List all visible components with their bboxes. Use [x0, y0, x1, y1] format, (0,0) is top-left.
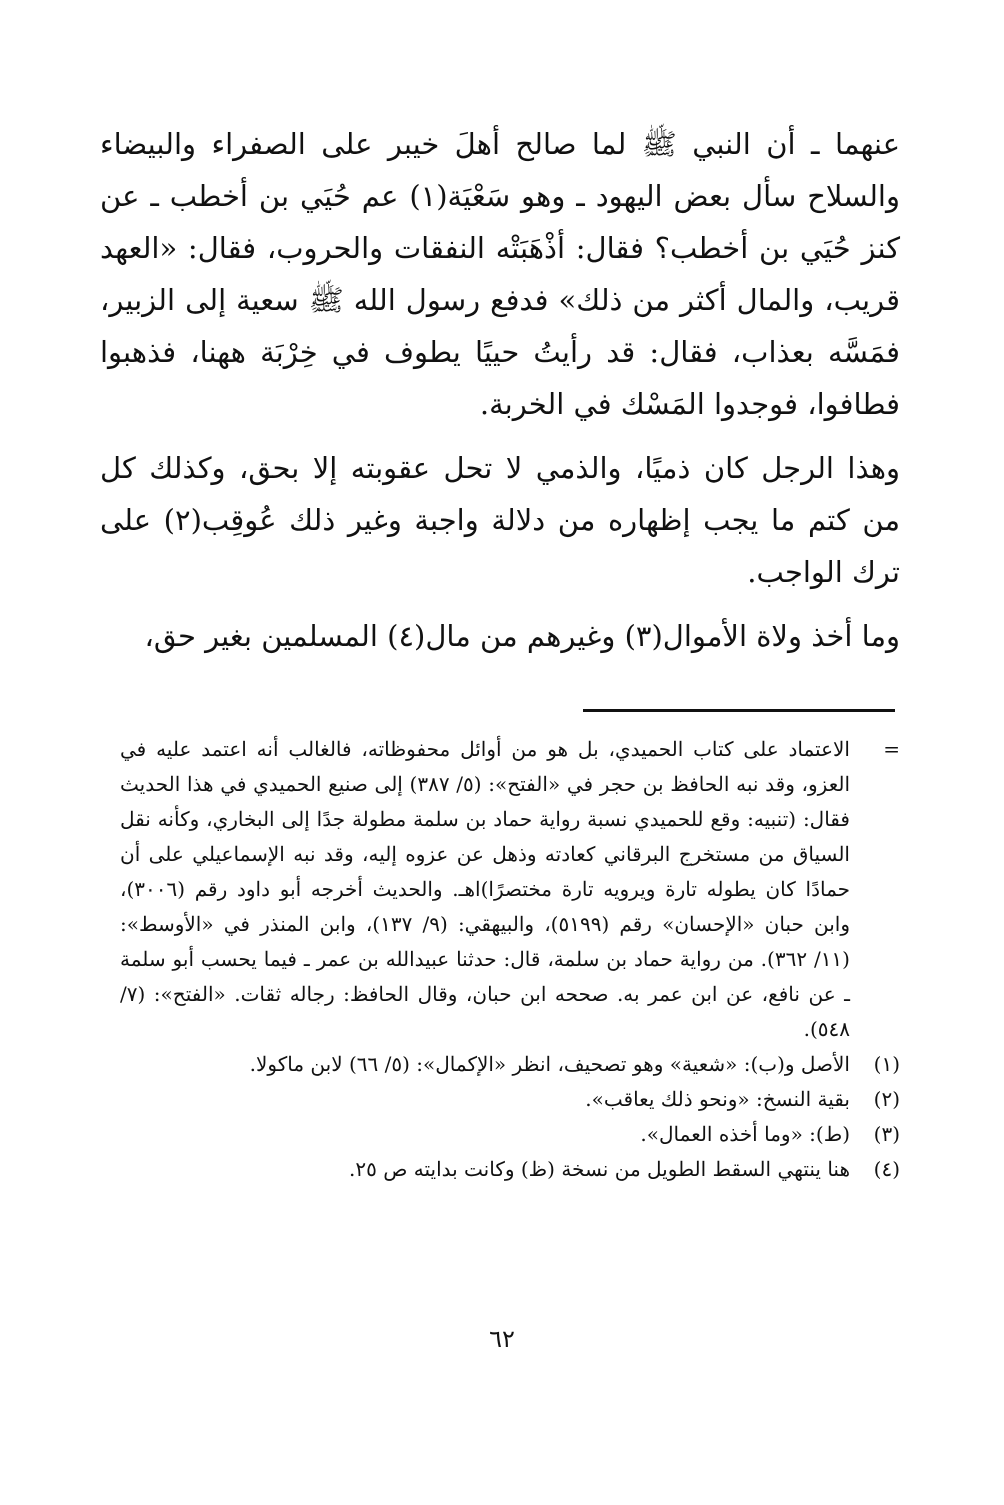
footnotes	[120, 732, 900, 1187]
footnote	[120, 1117, 900, 1152]
footnote-text: الأصل و(ب): «شعية» وهو تصحيف، انظر «الإكمال»: (٥/ ٦٦) لابن ماكولا.	[249, 1052, 850, 1076]
footnote	[120, 1047, 900, 1082]
continuation-marker: =	[883, 737, 900, 761]
footnote-text: (ط): «وما أخذه العمال».	[640, 1122, 850, 1146]
footnote-text: هنا ينتهي السقط الطويل من نسخة (ظ) وكانت بدايته ص ٢٥.	[349, 1157, 850, 1181]
footnote-number: (٤)	[873, 1157, 900, 1181]
footnote-separator	[583, 709, 895, 712]
paragraph: وما أخذ ولاة الأموال(٣) وغيرهم من مال(٤) المسلمين بغير حق،	[144, 619, 900, 653]
page-number: ٦٢	[489, 1325, 515, 1353]
footnote-text: بقية النسخ: «ونحو ذلك يعاقب».	[585, 1087, 850, 1111]
footnote-continuation	[120, 732, 900, 1047]
footnote-number: (١)	[873, 1052, 900, 1076]
footnote-text: الاعتماد على كتاب الحميدي، بل هو من أوائل محفوظاته، فالغالب أنه اعتمد عليه في العزو، وقد نبه الحافظ بن حجر في «الفتح»: (٥/ ٣٨٧) إلى صنيع الحميدي في هذا الحديث فقال: (تنبيه: وقع للحميدي نسبة رواية حماد بن سلمة مطولة جدًا إلى البخاري، وكأنه نقل السياق من مستخرج البرقاني كعادته وذهل عن عزوه إليه، وقد نبه الإسماعيلي على أن حمادًا كان يطوله تارة ويرويه تارة مختصرًا)اهـ. والحديث أخرجه أبو داود رقم (٣٠٠٦)، وابن حبان «الإحسان» رقم (٥١٩٩)، والبيهقي: (٩/ ١٣٧)، وابن المنذر في «الأوسط»: (١١/ ٣٦٢). من رواية حماد بن سلمة، قال: حدثنا عبيدالله بن عمر ـ فيما يحسب أبو سلمة ـ عن نافع، عن ابن عمر به. صححه ابن حبان، وقال الحافظ: رجاله ثقات. «الفتح»: (٧/ ٥٤٨).	[120, 737, 851, 1041]
footnote-number: (٢)	[873, 1087, 900, 1111]
footnote	[120, 1082, 900, 1117]
footnote	[120, 1152, 900, 1187]
main-text	[100, 118, 900, 662]
paragraph: عنهما ـ أن النبي ﷺ لما صالح أهلَ خيبر على الصفراء والبيضاء والسلاح سأل بعض اليهود ـ وهو سَعْيَة(١) عم حُيَي بن أخطب ـ عن كنز حُيَي بن أخطب؟ فقال: أذْهَبَتْه النفقات والحروب، فقال: «العهد قريب، والمال أكثر من ذلك» فدفع رسول الله ﷺ سعية إلى الزبير، فمَسَّه بعذاب، فقال: قد رأيتُ حييًا يطوف في خِرْبَة ههنا، فذهبوا فطافوا، فوجدوا المَسْك في الخربة.	[100, 127, 900, 421]
paragraph: وهذا الرجل كان ذميًا، والذمي لا تحل عقوبته إلا بحق، وكذلك كل من كتم ما يجب إظهاره من دلالة واجبة وغير ذلك عُوقِب(٢) على ترك الواجب.	[100, 451, 901, 589]
footnote-number: (٣)	[873, 1122, 900, 1146]
